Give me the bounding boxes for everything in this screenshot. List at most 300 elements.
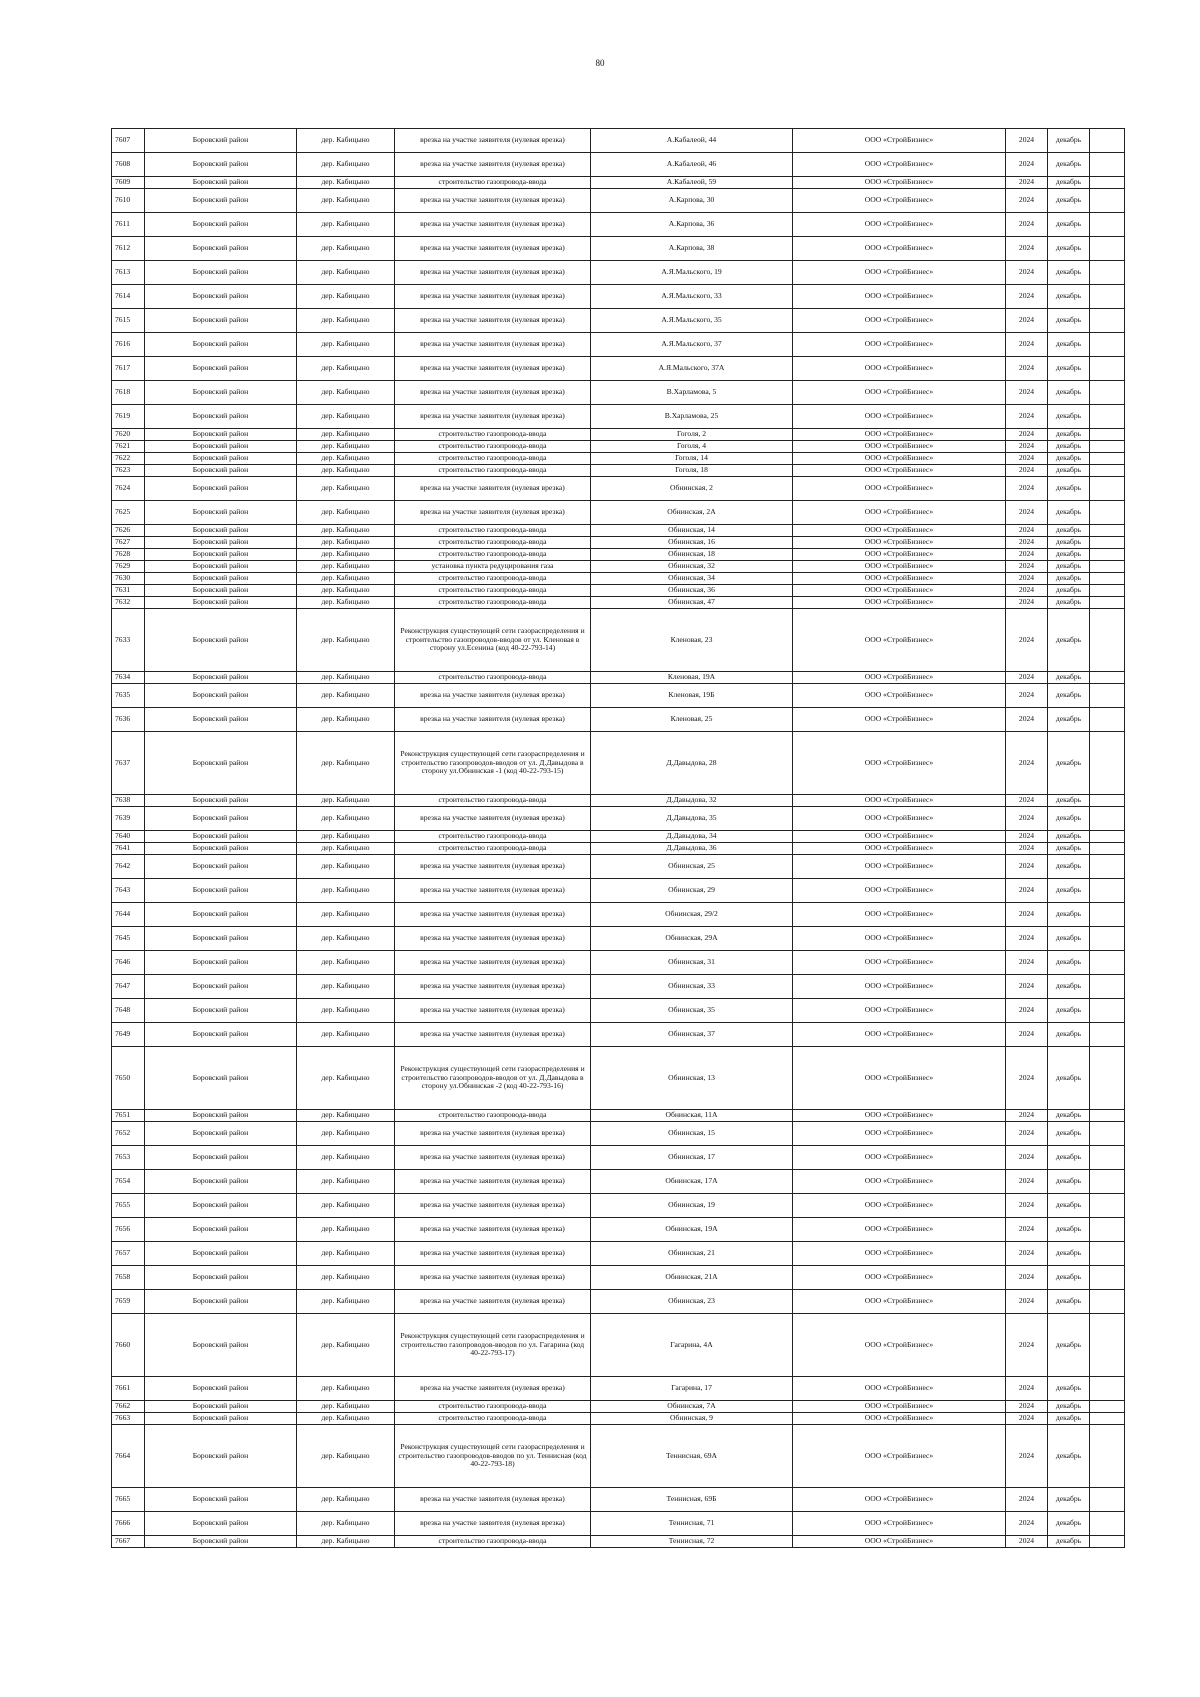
month-cell: декабрь: [1048, 561, 1090, 573]
address-cell: Обнинская, 33: [591, 975, 793, 999]
table-row: [112, 843, 1125, 855]
district-cell: Боровский район: [145, 561, 297, 573]
work-type-cell: строительство газопровода-ввода: [395, 597, 591, 609]
month-cell: декабрь: [1048, 1266, 1090, 1290]
table-row: [112, 1266, 1125, 1290]
empty-cell: [1090, 903, 1125, 927]
work-type-cell: врезка на участке заявителя (нулевая врезка): [395, 855, 591, 879]
month-cell: декабрь: [1048, 405, 1090, 429]
district-cell: Боровский район: [145, 1488, 297, 1512]
locality-cell: дер. Кабицыно: [297, 843, 395, 855]
district-cell: Боровский район: [145, 732, 297, 795]
contractor-cell: ООО «СтройБизнес»: [793, 1242, 1006, 1266]
empty-cell: [1090, 999, 1125, 1023]
address-cell: Д.Давыдова, 34: [591, 831, 793, 843]
year-cell: 2024: [1006, 1512, 1048, 1536]
year-cell: 2024: [1006, 333, 1048, 357]
empty-cell: [1090, 381, 1125, 405]
district-cell: Боровский район: [145, 609, 297, 672]
locality-cell: дер. Кабицыно: [297, 573, 395, 585]
year-cell: 2024: [1006, 1488, 1048, 1512]
contractor-cell: ООО «СтройБизнес»: [793, 1218, 1006, 1242]
empty-cell: [1090, 975, 1125, 999]
empty-cell: [1090, 927, 1125, 951]
contractor-cell: ООО «СтройБизнес»: [793, 285, 1006, 309]
district-cell: Боровский район: [145, 153, 297, 177]
locality-cell: дер. Кабицыно: [297, 1146, 395, 1170]
month-cell: декабрь: [1048, 927, 1090, 951]
district-cell: Боровский район: [145, 1047, 297, 1110]
district-cell: Боровский район: [145, 975, 297, 999]
work-type-cell: Реконструкция существующей сети газораспределения и строительство газопроводов-вводов от ул. Кленовая в сторону ул.Есенина (код 40-22-793-14): [395, 609, 591, 672]
locality-cell: дер. Кабицыно: [297, 381, 395, 405]
year-cell: 2024: [1006, 309, 1048, 333]
work-type-cell: врезка на участке заявителя (нулевая врезка): [395, 927, 591, 951]
row-number: 7631: [112, 585, 145, 597]
work-type-cell: врезка на участке заявителя (нулевая врезка): [395, 879, 591, 903]
work-type-cell: врезка на участке заявителя (нулевая врезка): [395, 381, 591, 405]
table-row: [112, 708, 1125, 732]
district-cell: Боровский район: [145, 927, 297, 951]
year-cell: 2024: [1006, 1218, 1048, 1242]
locality-cell: дер. Кабицыно: [297, 177, 395, 189]
work-type-cell: строительство газопровода-ввода: [395, 441, 591, 453]
table-row: [112, 999, 1125, 1023]
work-type-cell: строительство газопровода-ввода: [395, 549, 591, 561]
row-number: 7613: [112, 261, 145, 285]
empty-cell: [1090, 189, 1125, 213]
locality-cell: дер. Кабицыно: [297, 549, 395, 561]
locality-cell: дер. Кабицыно: [297, 153, 395, 177]
contractor-cell: ООО «СтройБизнес»: [793, 333, 1006, 357]
table-row: [112, 189, 1125, 213]
empty-cell: [1090, 573, 1125, 585]
table-row: [112, 309, 1125, 333]
contractor-cell: ООО «СтройБизнес»: [793, 975, 1006, 999]
work-type-cell: врезка на участке заявителя (нулевая врезка): [395, 1488, 591, 1512]
contractor-cell: ООО «СтройБизнес»: [793, 684, 1006, 708]
district-cell: Боровский район: [145, 1242, 297, 1266]
district-cell: Боровский район: [145, 831, 297, 843]
district-cell: Боровский район: [145, 381, 297, 405]
locality-cell: дер. Кабицыно: [297, 1110, 395, 1122]
register-body: [112, 129, 1125, 1548]
contractor-cell: ООО «СтройБизнес»: [793, 453, 1006, 465]
contractor-cell: ООО «СтройБизнес»: [793, 309, 1006, 333]
contractor-cell: ООО «СтройБизнес»: [793, 537, 1006, 549]
work-type-cell: врезка на участке заявителя (нулевая врезка): [395, 708, 591, 732]
table-row: [112, 609, 1125, 672]
row-number: 7666: [112, 1512, 145, 1536]
year-cell: 2024: [1006, 153, 1048, 177]
work-type-cell: строительство газопровода-ввода: [395, 585, 591, 597]
year-cell: 2024: [1006, 429, 1048, 441]
contractor-cell: ООО «СтройБизнес»: [793, 927, 1006, 951]
row-number: 7667: [112, 1536, 145, 1548]
address-cell: Д.Давыдова, 35: [591, 807, 793, 831]
district-cell: Боровский район: [145, 855, 297, 879]
address-cell: Кленовая, 19А: [591, 672, 793, 684]
address-cell: Обнинская, 23: [591, 1290, 793, 1314]
year-cell: 2024: [1006, 549, 1048, 561]
locality-cell: дер. Кабицыно: [297, 831, 395, 843]
work-type-cell: врезка на участке заявителя (нулевая врезка): [395, 903, 591, 927]
district-cell: Боровский район: [145, 333, 297, 357]
month-cell: декабрь: [1048, 1170, 1090, 1194]
district-cell: Боровский район: [145, 1290, 297, 1314]
table-row: [112, 1122, 1125, 1146]
work-type-cell: строительство газопровода-ввода: [395, 831, 591, 843]
contractor-cell: ООО «СтройБизнес»: [793, 672, 1006, 684]
table-row: [112, 441, 1125, 453]
month-cell: декабрь: [1048, 831, 1090, 843]
empty-cell: [1090, 1266, 1125, 1290]
locality-cell: дер. Кабицыно: [297, 879, 395, 903]
district-cell: Боровский район: [145, 309, 297, 333]
month-cell: декабрь: [1048, 807, 1090, 831]
address-cell: Теннисная, 69Б: [591, 1488, 793, 1512]
page-number: 80: [595, 58, 605, 68]
locality-cell: дер. Кабицыно: [297, 1401, 395, 1413]
contractor-cell: ООО «СтройБизнес»: [793, 237, 1006, 261]
locality-cell: дер. Кабицыно: [297, 609, 395, 672]
work-type-cell: Реконструкция существующей сети газораспределения и строительство газопроводов-вводов от ул. Д.Давыдова в сторону ул.Обнинская -2 (код 40-22-793-16): [395, 1047, 591, 1110]
contractor-cell: ООО «СтройБизнес»: [793, 549, 1006, 561]
locality-cell: дер. Кабицыно: [297, 465, 395, 477]
table-row: [112, 672, 1125, 684]
locality-cell: дер. Кабицыно: [297, 129, 395, 153]
district-cell: Боровский район: [145, 237, 297, 261]
table-row: [112, 153, 1125, 177]
locality-cell: дер. Кабицыно: [297, 1170, 395, 1194]
empty-cell: [1090, 453, 1125, 465]
work-type-cell: строительство газопровода-ввода: [395, 429, 591, 441]
work-type-cell: строительство газопровода-ввода: [395, 453, 591, 465]
table-row: [112, 1512, 1125, 1536]
contractor-cell: ООО «СтройБизнес»: [793, 831, 1006, 843]
contractor-cell: ООО «СтройБизнес»: [793, 843, 1006, 855]
work-type-cell: строительство газопровода-ввода: [395, 177, 591, 189]
district-cell: Боровский район: [145, 1413, 297, 1425]
contractor-cell: ООО «СтройБизнес»: [793, 1314, 1006, 1377]
address-cell: Обнинская, 25: [591, 855, 793, 879]
row-number: 7608: [112, 153, 145, 177]
locality-cell: дер. Кабицыно: [297, 1194, 395, 1218]
year-cell: 2024: [1006, 261, 1048, 285]
empty-cell: [1090, 732, 1125, 795]
district-cell: Боровский район: [145, 573, 297, 585]
address-cell: А.Кабалеой, 59: [591, 177, 793, 189]
empty-cell: [1090, 153, 1125, 177]
row-number: 7661: [112, 1377, 145, 1401]
locality-cell: дер. Кабицыно: [297, 855, 395, 879]
year-cell: 2024: [1006, 1023, 1048, 1047]
row-number: 7619: [112, 405, 145, 429]
work-type-cell: строительство газопровода-ввода: [395, 1110, 591, 1122]
month-cell: декабрь: [1048, 879, 1090, 903]
contractor-cell: ООО «СтройБизнес»: [793, 465, 1006, 477]
work-type-cell: врезка на участке заявителя (нулевая врезка): [395, 153, 591, 177]
locality-cell: дер. Кабицыно: [297, 453, 395, 465]
district-cell: Боровский район: [145, 843, 297, 855]
row-number: 7638: [112, 795, 145, 807]
address-cell: Обнинская, 35: [591, 999, 793, 1023]
empty-cell: [1090, 672, 1125, 684]
address-cell: Обнинская, 19: [591, 1194, 793, 1218]
address-cell: Обнинская, 18: [591, 549, 793, 561]
year-cell: 2024: [1006, 573, 1048, 585]
month-cell: декабрь: [1048, 1314, 1090, 1377]
month-cell: декабрь: [1048, 855, 1090, 879]
year-cell: 2024: [1006, 732, 1048, 795]
table-row: [112, 381, 1125, 405]
row-number: 7625: [112, 501, 145, 525]
work-type-cell: врезка на участке заявителя (нулевая врезка): [395, 261, 591, 285]
row-number: 7643: [112, 879, 145, 903]
address-cell: Обнинская, 47: [591, 597, 793, 609]
contractor-cell: ООО «СтройБизнес»: [793, 879, 1006, 903]
contractor-cell: ООО «СтройБизнес»: [793, 129, 1006, 153]
empty-cell: [1090, 549, 1125, 561]
district-cell: Боровский район: [145, 795, 297, 807]
table-row: [112, 213, 1125, 237]
address-cell: В.Харламова, 25: [591, 405, 793, 429]
work-type-cell: строительство газопровода-ввода: [395, 465, 591, 477]
row-number: 7627: [112, 537, 145, 549]
empty-cell: [1090, 261, 1125, 285]
month-cell: декабрь: [1048, 573, 1090, 585]
month-cell: декабрь: [1048, 1377, 1090, 1401]
empty-cell: [1090, 684, 1125, 708]
empty-cell: [1090, 1425, 1125, 1488]
row-number: 7656: [112, 1218, 145, 1242]
table-row: [112, 951, 1125, 975]
contractor-cell: ООО «СтройБизнес»: [793, 1170, 1006, 1194]
table-row: [112, 429, 1125, 441]
table-row: [112, 1023, 1125, 1047]
work-type-cell: строительство газопровода-ввода: [395, 1536, 591, 1548]
table-row: [112, 807, 1125, 831]
month-cell: декабрь: [1048, 1488, 1090, 1512]
empty-cell: [1090, 177, 1125, 189]
row-number: 7655: [112, 1194, 145, 1218]
contractor-cell: ООО «СтройБизнес»: [793, 429, 1006, 441]
district-cell: Боровский район: [145, 1122, 297, 1146]
month-cell: декабрь: [1048, 501, 1090, 525]
month-cell: декабрь: [1048, 537, 1090, 549]
address-cell: Теннисная, 71: [591, 1512, 793, 1536]
address-cell: Обнинская, 14: [591, 525, 793, 537]
locality-cell: дер. Кабицыно: [297, 1047, 395, 1110]
address-cell: Обнинская, 21А: [591, 1266, 793, 1290]
row-number: 7612: [112, 237, 145, 261]
district-cell: Боровский район: [145, 1146, 297, 1170]
month-cell: декабрь: [1048, 441, 1090, 453]
address-cell: А.Я.Мальского, 37А: [591, 357, 793, 381]
row-number: 7637: [112, 732, 145, 795]
row-number: 7659: [112, 1290, 145, 1314]
year-cell: 2024: [1006, 585, 1048, 597]
work-type-cell: врезка на участке заявителя (нулевая врезка): [395, 951, 591, 975]
gasification-register-table: [111, 128, 1125, 1548]
row-number: 7660: [112, 1314, 145, 1377]
contractor-cell: ООО «СтройБизнес»: [793, 708, 1006, 732]
contractor-cell: ООО «СтройБизнес»: [793, 153, 1006, 177]
contractor-cell: ООО «СтройБизнес»: [793, 1401, 1006, 1413]
work-type-cell: врезка на участке заявителя (нулевая врезка): [395, 1290, 591, 1314]
address-cell: Гоголя, 14: [591, 453, 793, 465]
empty-cell: [1090, 1512, 1125, 1536]
empty-cell: [1090, 561, 1125, 573]
empty-cell: [1090, 537, 1125, 549]
address-cell: Гоголя, 4: [591, 441, 793, 453]
address-cell: Обнинская, 36: [591, 585, 793, 597]
locality-cell: дер. Кабицыно: [297, 732, 395, 795]
work-type-cell: строительство газопровода-ввода: [395, 672, 591, 684]
locality-cell: дер. Кабицыно: [297, 441, 395, 453]
work-type-cell: Реконструкция существующей сети газораспределения и строительство газопроводов-вводов по ул. Теннисная (код 40-22-793-18): [395, 1425, 591, 1488]
row-number: 7646: [112, 951, 145, 975]
year-cell: 2024: [1006, 1290, 1048, 1314]
address-cell: Кленовая, 25: [591, 708, 793, 732]
month-cell: декабрь: [1048, 189, 1090, 213]
district-cell: Боровский район: [145, 213, 297, 237]
table-row: [112, 261, 1125, 285]
locality-cell: дер. Кабицыно: [297, 429, 395, 441]
table-row: [112, 732, 1125, 795]
table-row: [112, 1194, 1125, 1218]
locality-cell: дер. Кабицыно: [297, 309, 395, 333]
table-row: [112, 879, 1125, 903]
locality-cell: дер. Кабицыно: [297, 1122, 395, 1146]
work-type-cell: врезка на участке заявителя (нулевая врезка): [395, 237, 591, 261]
table-row: [112, 1536, 1125, 1548]
table-row: [112, 1401, 1125, 1413]
work-type-cell: строительство газопровода-ввода: [395, 525, 591, 537]
empty-cell: [1090, 1377, 1125, 1401]
table-row: [112, 795, 1125, 807]
table-row: [112, 1290, 1125, 1314]
month-cell: декабрь: [1048, 381, 1090, 405]
work-type-cell: врезка на участке заявителя (нулевая врезка): [395, 405, 591, 429]
row-number: 7657: [112, 1242, 145, 1266]
contractor-cell: ООО «СтройБизнес»: [793, 501, 1006, 525]
empty-cell: [1090, 213, 1125, 237]
table-row: [112, 453, 1125, 465]
row-number: 7662: [112, 1401, 145, 1413]
year-cell: 2024: [1006, 684, 1048, 708]
empty-cell: [1090, 1401, 1125, 1413]
month-cell: декабрь: [1048, 1413, 1090, 1425]
month-cell: декабрь: [1048, 684, 1090, 708]
empty-cell: [1090, 465, 1125, 477]
table-row: [112, 285, 1125, 309]
address-cell: Обнинская, 7А: [591, 1401, 793, 1413]
empty-cell: [1090, 1170, 1125, 1194]
row-number: 7630: [112, 573, 145, 585]
district-cell: Боровский район: [145, 501, 297, 525]
district-cell: Боровский район: [145, 477, 297, 501]
contractor-cell: ООО «СтройБизнес»: [793, 381, 1006, 405]
district-cell: Боровский район: [145, 177, 297, 189]
district-cell: Боровский район: [145, 1377, 297, 1401]
address-cell: А.Я.Мальского, 37: [591, 333, 793, 357]
year-cell: 2024: [1006, 381, 1048, 405]
work-type-cell: Реконструкция существующей сети газораспределения и строительство газопроводов-вводов по ул. Гагарина (код 40-22-793-17): [395, 1314, 591, 1377]
table-row: [112, 501, 1125, 525]
contractor-cell: ООО «СтройБизнес»: [793, 1377, 1006, 1401]
table-row: [112, 927, 1125, 951]
contractor-cell: ООО «СтройБизнес»: [793, 261, 1006, 285]
contractor-cell: ООО «СтройБизнес»: [793, 999, 1006, 1023]
address-cell: Обнинская, 2А: [591, 501, 793, 525]
month-cell: декабрь: [1048, 213, 1090, 237]
empty-cell: [1090, 1290, 1125, 1314]
year-cell: 2024: [1006, 129, 1048, 153]
table-row: [112, 975, 1125, 999]
empty-cell: [1090, 357, 1125, 381]
table-row: [112, 1242, 1125, 1266]
empty-cell: [1090, 879, 1125, 903]
year-cell: 2024: [1006, 405, 1048, 429]
work-type-cell: врезка на участке заявителя (нулевая врезка): [395, 1512, 591, 1536]
table-row: [112, 1170, 1125, 1194]
locality-cell: дер. Кабицыно: [297, 672, 395, 684]
year-cell: 2024: [1006, 609, 1048, 672]
month-cell: декабрь: [1048, 1290, 1090, 1314]
district-cell: Боровский район: [145, 1536, 297, 1548]
contractor-cell: ООО «СтройБизнес»: [793, 1110, 1006, 1122]
table-row: [112, 357, 1125, 381]
year-cell: 2024: [1006, 1146, 1048, 1170]
contractor-cell: ООО «СтройБизнес»: [793, 189, 1006, 213]
year-cell: 2024: [1006, 213, 1048, 237]
row-number: 7645: [112, 927, 145, 951]
address-cell: Обнинская, 13: [591, 1047, 793, 1110]
empty-cell: [1090, 405, 1125, 429]
month-cell: декабрь: [1048, 732, 1090, 795]
row-number: 7648: [112, 999, 145, 1023]
locality-cell: дер. Кабицыно: [297, 1536, 395, 1548]
empty-cell: [1090, 855, 1125, 879]
locality-cell: дер. Кабицыно: [297, 285, 395, 309]
year-cell: 2024: [1006, 903, 1048, 927]
work-type-cell: врезка на участке заявителя (нулевая врезка): [395, 1194, 591, 1218]
work-type-cell: врезка на участке заявителя (нулевая врезка): [395, 975, 591, 999]
locality-cell: дер. Кабицыно: [297, 477, 395, 501]
contractor-cell: ООО «СтройБизнес»: [793, 573, 1006, 585]
contractor-cell: ООО «СтройБизнес»: [793, 213, 1006, 237]
work-type-cell: врезка на участке заявителя (нулевая врезка): [395, 285, 591, 309]
locality-cell: дер. Кабицыно: [297, 1377, 395, 1401]
empty-cell: [1090, 285, 1125, 309]
work-type-cell: врезка на участке заявителя (нулевая врезка): [395, 1266, 591, 1290]
district-cell: Боровский район: [145, 525, 297, 537]
address-cell: А.Кабалеой, 44: [591, 129, 793, 153]
district-cell: Боровский район: [145, 708, 297, 732]
district-cell: Боровский район: [145, 1512, 297, 1536]
contractor-cell: ООО «СтройБизнес»: [793, 903, 1006, 927]
row-number: 7642: [112, 855, 145, 879]
month-cell: декабрь: [1048, 585, 1090, 597]
table-row: [112, 237, 1125, 261]
year-cell: 2024: [1006, 1170, 1048, 1194]
locality-cell: дер. Кабицыно: [297, 597, 395, 609]
empty-cell: [1090, 1536, 1125, 1548]
year-cell: 2024: [1006, 999, 1048, 1023]
year-cell: 2024: [1006, 795, 1048, 807]
table-row: [112, 549, 1125, 561]
